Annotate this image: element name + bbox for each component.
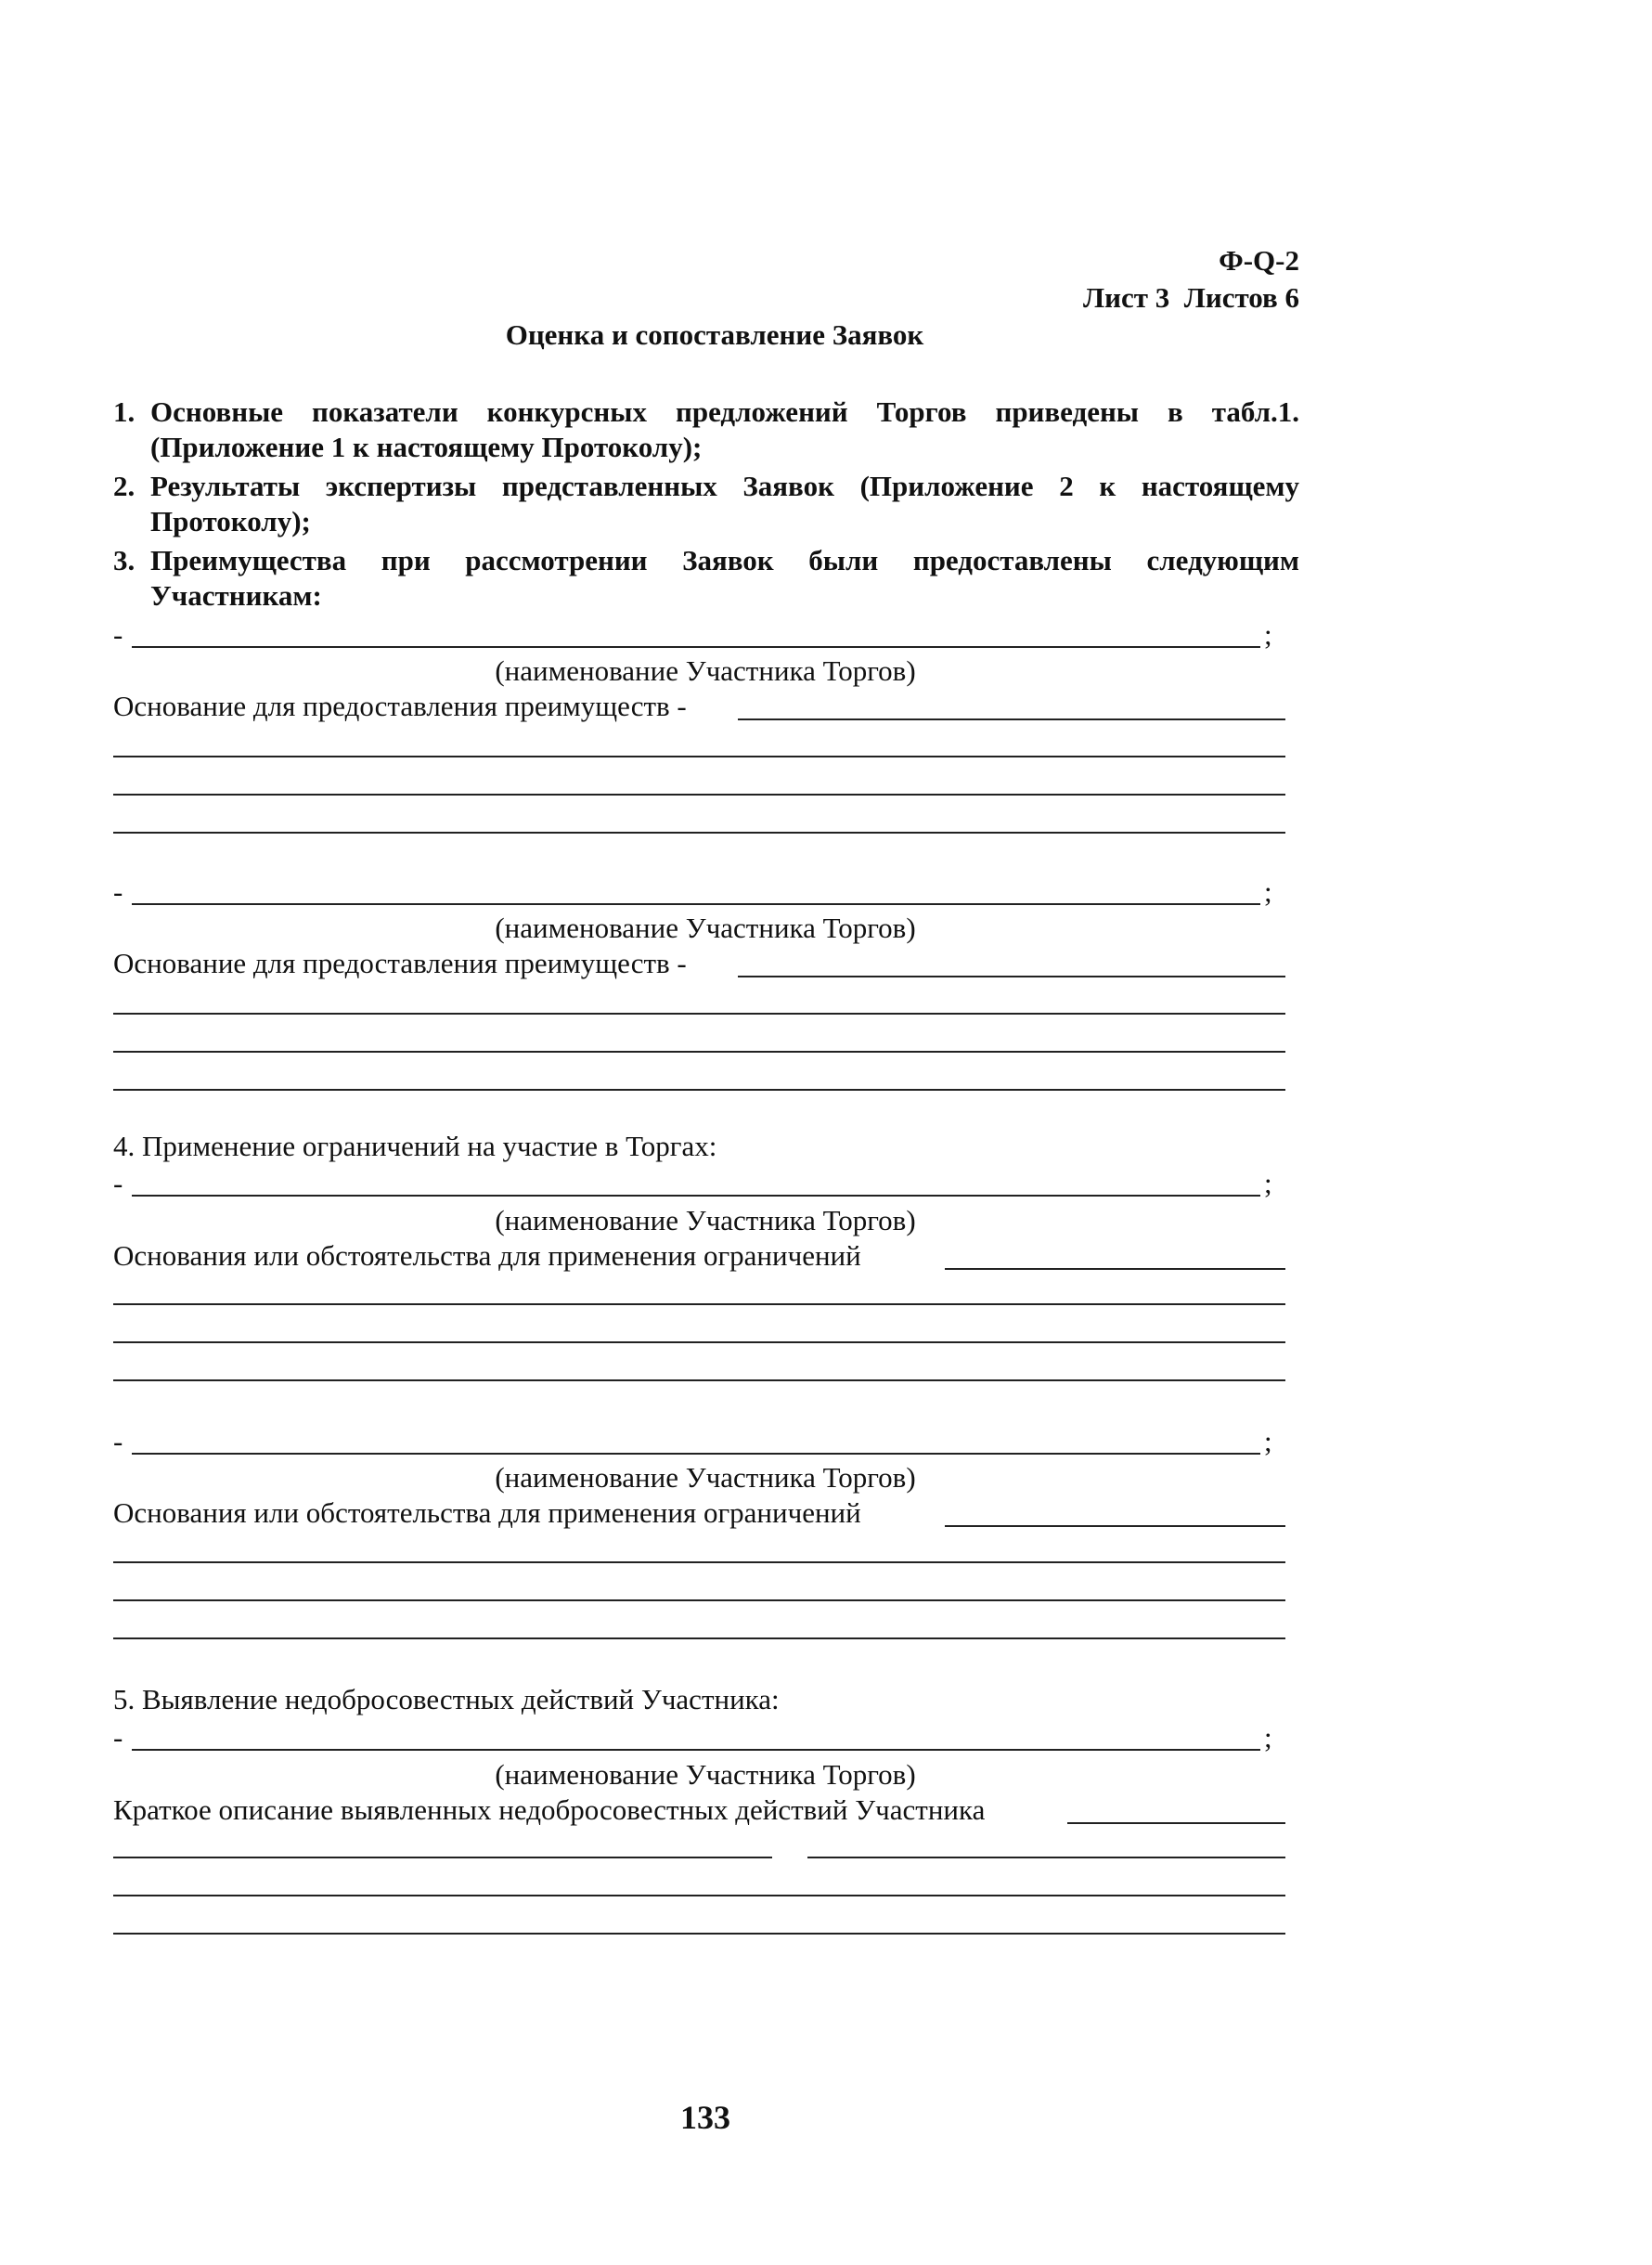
fill-line[interactable] [113, 1303, 1285, 1305]
section-5-heading: 5. Выявление недобросовестных действий Участника: [113, 1683, 780, 1715]
restriction-basis-field[interactable] [945, 1525, 1285, 1527]
semicolon: ; [1264, 1721, 1272, 1754]
dash: - [113, 1425, 123, 1457]
item-2-line-2: Протоколу); [150, 505, 311, 537]
participant-name-field[interactable] [132, 903, 1260, 905]
fill-line[interactable] [113, 756, 1285, 757]
sheet-number: Лист 3 Листов 6 [1083, 281, 1299, 314]
fill-line[interactable] [113, 1051, 1285, 1053]
fill-line[interactable] [113, 832, 1285, 834]
fill-line[interactable] [113, 1013, 1285, 1015]
item-3-line-1: Преимущества при рассмотрении Заявок были предоставлены следующим [150, 544, 1299, 576]
section-4-heading: 4. Применение ограничений на участие в Торгах: [113, 1130, 717, 1162]
semicolon: ; [1264, 875, 1272, 908]
misconduct-description-label: Краткое описание выявленных недобросовестных действий Участника [113, 1793, 986, 1826]
item-2-number: 2. [113, 470, 136, 502]
dash: - [113, 1721, 123, 1754]
participant-name-field[interactable] [132, 1453, 1260, 1455]
preference-basis-label: Основание для предоставления преимуществ - [113, 947, 687, 979]
fill-line[interactable] [113, 1379, 1285, 1381]
fill-line[interactable] [113, 1089, 1285, 1091]
page-title: Оценка и сопоставление Заявок [505, 318, 924, 351]
semicolon: ; [1264, 1425, 1272, 1457]
participant-name-field[interactable] [132, 646, 1260, 648]
fill-line[interactable] [113, 1341, 1285, 1343]
participant-caption: (наименование Участника Торгов) [495, 1461, 916, 1494]
item-2-line-1: Результаты экспертизы представленных Заявок (Приложение 2 к настоящему [150, 470, 1299, 502]
preference-basis-field[interactable] [738, 718, 1285, 720]
semicolon: ; [1264, 1167, 1272, 1199]
restriction-basis-field[interactable] [945, 1268, 1285, 1270]
fill-line[interactable] [113, 1933, 1285, 1935]
dash: - [113, 875, 123, 908]
item-1-line-2: (Приложение 1 к настоящему Протоколу); [150, 431, 703, 463]
preference-basis-label: Основание для предоставления преимуществ - [113, 690, 687, 722]
item-3-number: 3. [113, 544, 136, 576]
page-number: 133 [680, 2099, 730, 2136]
participant-caption: (наименование Участника Торгов) [495, 654, 916, 687]
fill-line[interactable] [807, 1857, 1285, 1858]
form-code: Ф-Q-2 [1219, 244, 1299, 277]
item-3-line-2: Участникам: [150, 579, 322, 612]
fill-line[interactable] [113, 1599, 1285, 1601]
restriction-basis-label: Основания или обстоятельства для применения ограничений [113, 1239, 861, 1272]
misconduct-description-field[interactable] [1067, 1822, 1285, 1824]
fill-line[interactable] [113, 1637, 1285, 1639]
participant-caption: (наименование Участника Торгов) [495, 1758, 916, 1791]
fill-line[interactable] [113, 1561, 1285, 1563]
participant-name-field[interactable] [132, 1195, 1260, 1197]
participant-name-field[interactable] [132, 1749, 1260, 1751]
semicolon: ; [1264, 618, 1272, 651]
preference-basis-field[interactable] [738, 976, 1285, 977]
restriction-basis-label: Основания или обстоятельства для применения ограничений [113, 1496, 861, 1529]
dash: - [113, 618, 123, 651]
fill-line[interactable] [113, 1857, 772, 1858]
item-1-line-1: Основные показатели конкурсных предложений Торгов приведены в табл.1. [150, 395, 1299, 428]
participant-caption: (наименование Участника Торгов) [495, 1204, 916, 1236]
item-1-number: 1. [113, 395, 136, 428]
fill-line[interactable] [113, 1895, 1285, 1896]
fill-line[interactable] [113, 794, 1285, 796]
dash: - [113, 1167, 123, 1199]
participant-caption: (наименование Участника Торгов) [495, 912, 916, 944]
